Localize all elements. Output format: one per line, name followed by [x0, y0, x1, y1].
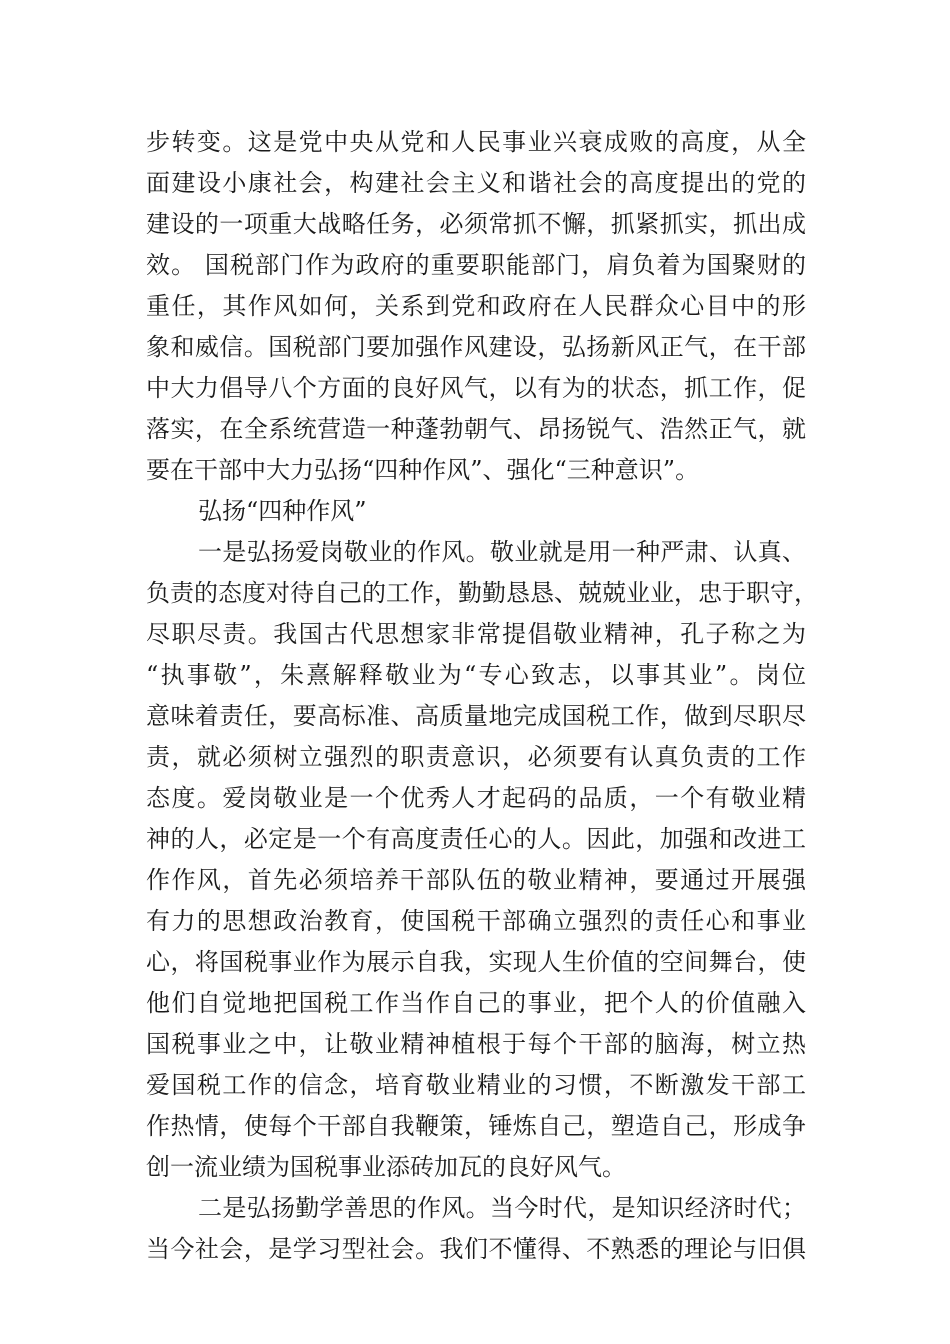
paragraph-intro [146, 122, 806, 491]
text-line: 他们自觉地把国税工作当作自己的事业，把个人的价值融入 [146, 989, 806, 1017]
text-line: 要在干部中大力弘扬“四种作风”、强化“三种意识”。 [146, 456, 700, 484]
text-line: 二是弘扬勤学善思的作风。当今时代，是知识经济时代； [198, 1194, 806, 1222]
text-line: 重任，其作风如何，关系到党和政府在人民群众心目中的形 [146, 292, 806, 320]
text-line: 国税事业之中，让敬业精神植根于每个干部的脑海，树立热 [146, 1030, 806, 1058]
text-line: “执事敬”，朱熹解释敬业为“专心致志，以事其业”。岗位 [146, 661, 806, 689]
text-line: 一是弘扬爱岗敬业的作风。敬业就是用一种严肃、认真、 [198, 538, 806, 566]
paragraph-second-style [146, 1188, 806, 1270]
text-line: 象和威信。国税部门要加强作风建设，弘扬新风正气，在干部 [146, 333, 806, 361]
text-line: 步转变。这是党中央从党和人民事业兴衰成败的高度，从全 [146, 128, 806, 156]
text-line: 面建设小康社会，构建社会主义和谐社会的高度提出的党的 [146, 169, 806, 197]
text-line: 作热情，使每个干部自我鞭策，锤炼自己，塑造自己，形成争 [146, 1112, 806, 1140]
text-line: 爱国税工作的信念，培育敬业精业的习惯，不断激发干部工 [146, 1071, 806, 1099]
section-heading [146, 491, 806, 532]
text-line: 负责的态度对待自己的工作，勤勤恳恳、兢兢业业，忠于职守， [146, 579, 818, 607]
heading-text: 弘扬“四种作风” [198, 497, 367, 525]
paragraph-first-style [146, 532, 818, 1188]
text-line: 有力的思想政治教育，使国税干部确立强烈的责任心和事业 [146, 907, 806, 935]
text-line: 态度。爱岗敬业是一个优秀人才起码的品质，一个有敬业精 [146, 784, 806, 812]
text-line: 当今社会，是学习型社会。我们不懂得、不熟悉的理论与旧俱 [146, 1235, 806, 1263]
text-line: 心，将国税事业作为展示自我，实现人生价值的空间舞台，使 [146, 948, 806, 976]
text-line: 意味着责任，要高标准、高质量地完成国税工作，做到尽职尽 [146, 702, 806, 730]
document-body [146, 122, 818, 1270]
text-line: 建设的一项重大战略任务，必须常抓不懈，抓紧抓实，抓出成 [146, 210, 806, 238]
text-line: 责，就必须树立强烈的职责意识，必须要有认真负责的工作 [146, 743, 806, 771]
text-line: 中大力倡导八个方面的良好风气，以有为的状态，抓工作，促 [146, 374, 806, 402]
text-line: 尽职尽责。我国古代思想家非常提倡敬业精神，孔子称之为 [146, 620, 806, 648]
text-line: 落实，在全系统营造一种蓬勃朝气、昂扬锐气、浩然正气，就 [146, 415, 806, 443]
text-line: 作作风，首先必须培养干部队伍的敬业精神，要通过开展强 [146, 866, 806, 894]
text-line: 效。 国税部门作为政府的重要职能部门，肩负着为国聚财的 [146, 251, 806, 279]
text-line: 创一流业绩为国税事业添砖加瓦的良好风气。 [146, 1153, 626, 1181]
text-line: 神的人，必定是一个有高度责任心的人。因此，加强和改进工 [146, 825, 806, 853]
